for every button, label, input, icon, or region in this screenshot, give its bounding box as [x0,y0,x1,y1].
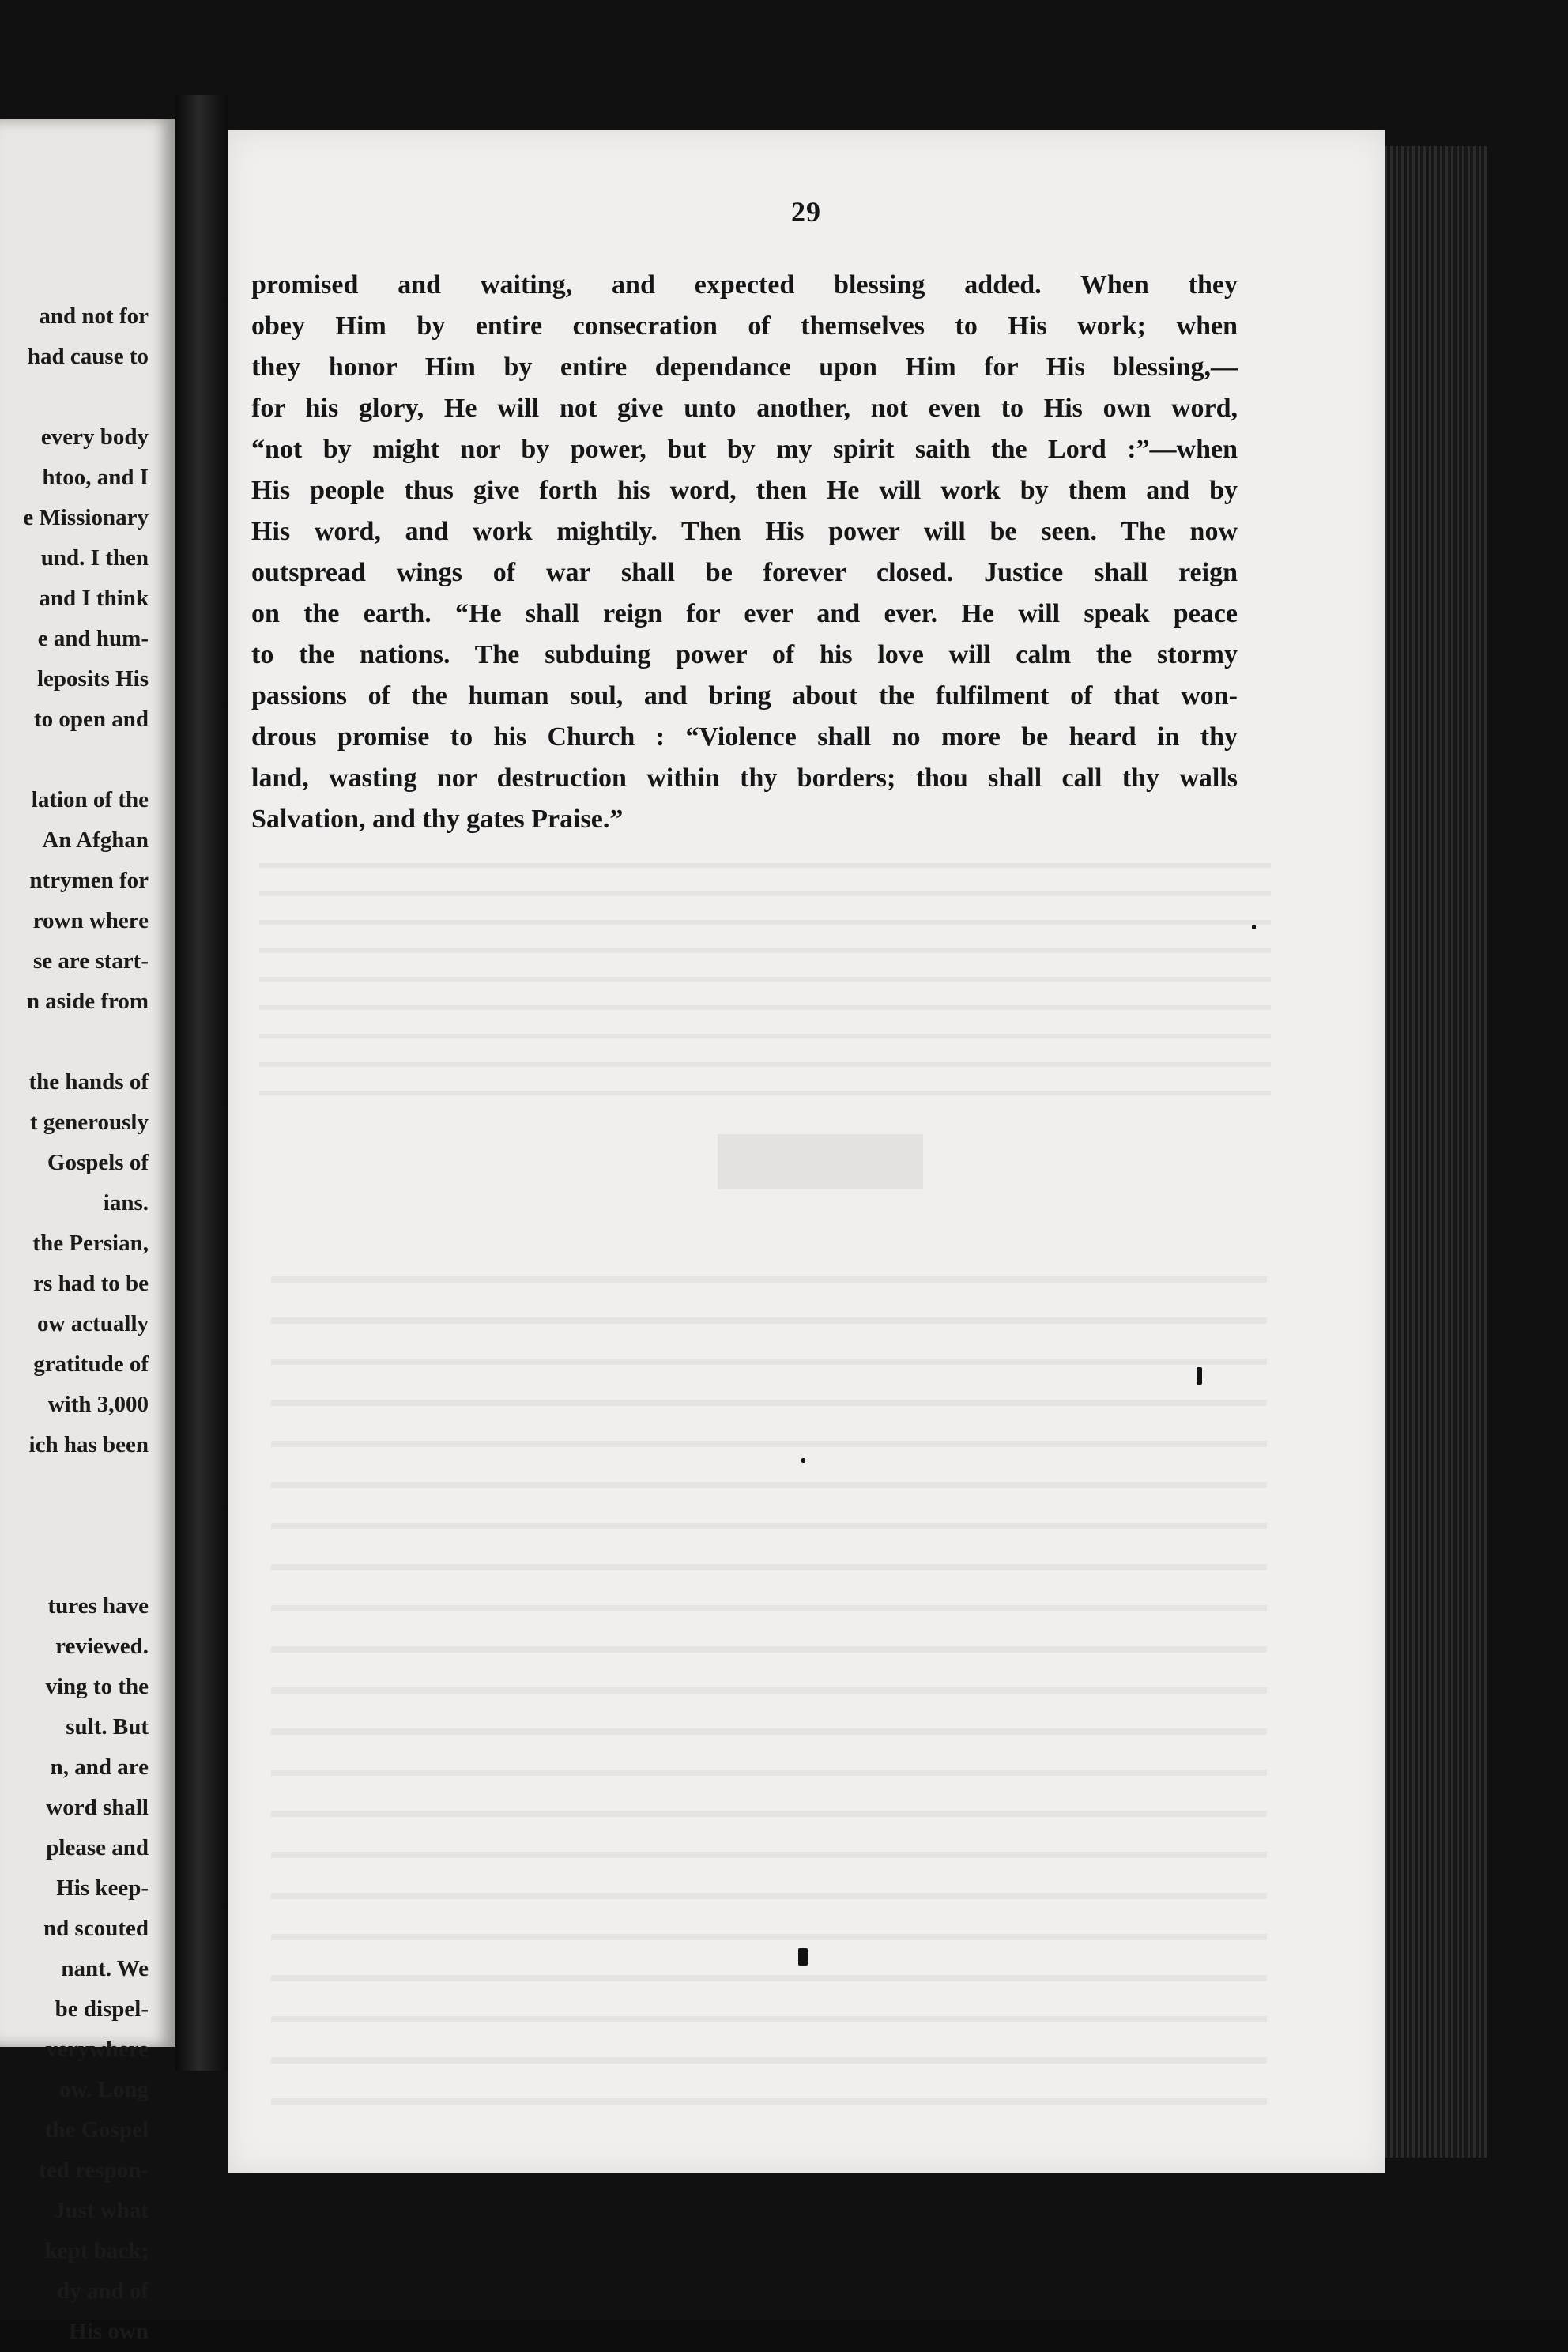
main-page [228,130,1385,2173]
left-page-line: nant. We [61,1956,149,1981]
text-line [251,306,1238,347]
left-page-line: nd scouted [43,1916,149,1941]
left-page-line [23,1506,149,1546]
text-line-content: on the earth. “He shall reign for ever and ever. He will speak peace [251,599,1238,628]
text-line [251,470,1238,511]
show-through-heading [718,1134,923,1189]
left-page-line: His keep- [56,1875,149,1901]
left-page-line: tures have [47,1593,149,1619]
left-page-line: word shall [46,1795,149,1820]
text-line [251,758,1238,799]
left-page-line: sult. But [66,1714,149,1740]
left-page-line: Just what [53,2198,149,2223]
left-page-line: and not for [39,303,149,329]
text-line-content: they honor Him by entire dependance upon Him for His blessing,— [251,352,1238,382]
left-page-line: gratitude of [33,1351,149,1377]
text-line-content: obey Him by entire consecration of themselves to His work; when [251,311,1238,341]
left-page-line: with 3,000 [47,1392,149,1417]
left-page-line: e Missionary [23,505,149,530]
ink-speck [801,1458,805,1463]
left-page-line: ians. [103,1190,149,1216]
text-line [251,429,1238,470]
page-stack-edge [1385,146,1487,2158]
left-page-line [23,740,149,780]
left-page-text [23,296,149,2352]
left-page-line: to open and [33,707,149,732]
left-page-line: be dispel- [55,1996,149,2022]
left-page-line: kept back; [44,2238,149,2263]
left-page-line: the Persian, [32,1231,149,1256]
left-facing-page [0,119,175,2344]
left-page-line: reviewed. [55,1634,149,1659]
text-line [251,265,1238,306]
text-line-content: “not by might nor by power, but by my spirit saith the Lord :”—when [251,435,1238,464]
text-line [251,594,1238,635]
show-through-text-lower [271,1253,1267,2130]
text-line [251,676,1238,717]
book-gutter [175,95,228,2071]
text-line-content: outspread wings of war shall be forever closed. Justice shall reign [251,558,1238,587]
text-line [251,717,1238,758]
text-line-content: to the nations. The subduing power of his love will calm the stormy [251,640,1238,669]
ink-speck [798,1948,808,1966]
text-line-content: promised and waiting, and expected blessing added. When they [251,270,1238,300]
left-page-line: dy and of [56,2278,149,2304]
left-page-line [23,1465,149,1506]
left-page-line: every body [40,424,149,450]
left-page-line: the Gospel [44,2117,149,2143]
left-page-line: e and hum- [37,626,149,651]
left-page-line: lation of the [31,787,149,812]
show-through-text-upper [259,846,1271,1106]
ink-speck [1252,925,1256,929]
text-line-content: His people thus give forth his word, then He will work by them and by [251,476,1238,505]
ink-speck [1197,1367,1202,1385]
left-page-line [23,377,149,417]
text-line-content: Salvation, and thy gates Praise.” [251,805,624,834]
text-line-content: His word, and work mightily. Then His power will be seen. The now [251,517,1238,546]
left-page-line: n, and are [50,1755,149,1780]
left-page-line: verywhere [46,2037,149,2062]
left-page-line: se are start- [32,948,149,974]
left-page-line: please and [46,1835,149,1860]
left-page-line: ow actually [37,1311,149,1336]
text-line-content: drous promise to his Church : “Violence shall no more be heard in thy [251,722,1238,752]
left-page-line: leposits His [37,666,149,692]
left-page-line: ving to the [45,1674,149,1699]
left-page-line: the hands of [28,1069,149,1095]
left-page-line [23,1022,149,1062]
text-line [251,635,1238,676]
left-page-line [23,1546,149,1586]
left-page-line: und. I then [40,545,149,571]
text-line [251,552,1238,594]
left-page-line: htoo, and I [42,465,149,490]
left-page-line: An Afghan [42,827,149,853]
text-line [251,511,1238,552]
text-line-content: for his glory, He will not give unto another, not even to His own word, [251,394,1238,423]
left-page-line: n aside from [26,989,149,1014]
text-line-content: land, wasting nor destruction within thy borders; thou shall call thy walls [251,763,1238,793]
left-page-line: ich has been [28,1432,149,1457]
left-page-line: ntrymen for [29,868,149,893]
left-page-line: t generously [29,1110,149,1135]
left-page-line: had cause to [27,344,149,369]
left-page-line: ow. Long [59,2077,149,2102]
left-page-line: rs had to be [33,1271,149,1296]
text-line-content: passions of the human soul, and bring about the fulfilment of that won- [251,681,1238,710]
left-page-line: ted respon- [39,2158,149,2183]
left-page-line: and I think [39,586,149,611]
text-line [251,347,1238,388]
text-line [251,799,1238,840]
left-page-line: rown where [32,908,149,933]
page-body-text [251,265,1238,840]
left-page-line: His own [69,2319,149,2344]
page-number: 29 [791,196,821,228]
text-line [251,388,1238,429]
left-page-line: Gospels of [47,1150,149,1175]
